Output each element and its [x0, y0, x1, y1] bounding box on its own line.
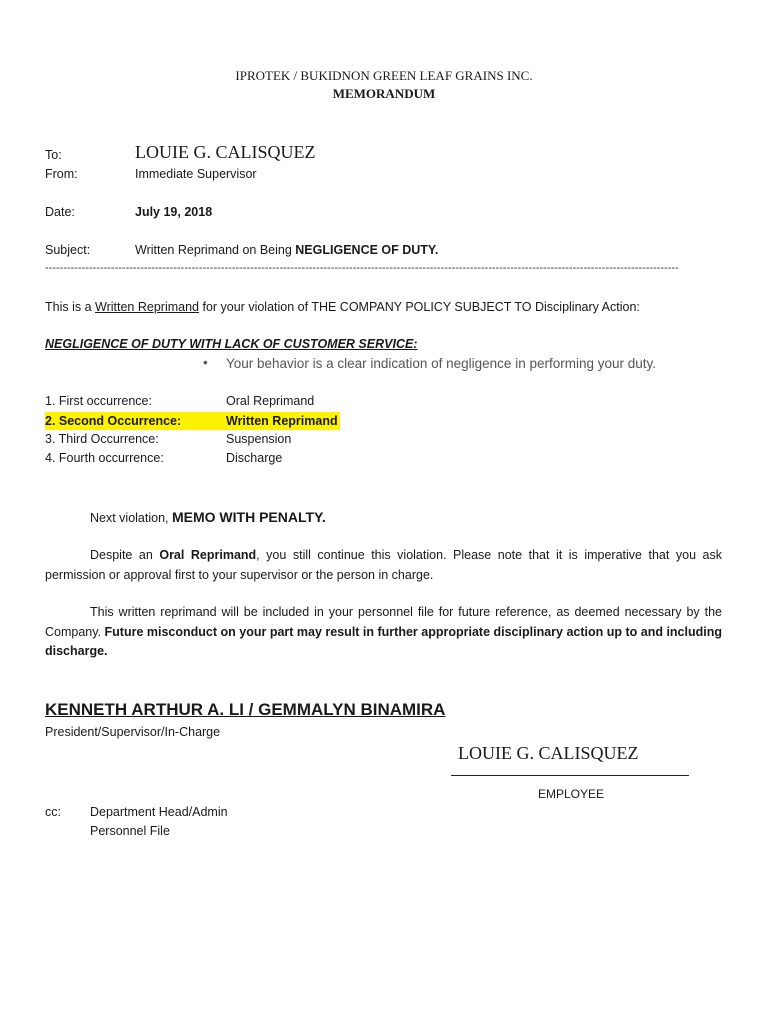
bullet-icon: • — [203, 355, 208, 370]
cc-line-1: Department Head/Admin — [90, 805, 228, 819]
occurrence-label: 1. First occurrence: — [45, 394, 152, 408]
from-value: Immediate Supervisor — [135, 167, 257, 181]
intro-underlined: Written Reprimand — [95, 300, 199, 314]
occurrence-label: 3. Third Occurrence: — [45, 432, 159, 446]
occurrence-label-highlighted: 2. Second Occurrence: — [45, 412, 226, 430]
paragraph-reprimand-file — [45, 603, 722, 662]
cc-label: cc: — [45, 805, 61, 819]
occurrence-penalty-highlighted: Written Reprimand — [226, 414, 338, 428]
employee-label: EMPLOYEE — [538, 787, 605, 801]
to-value: LOUIE G. CALISQUEZ — [135, 142, 316, 162]
next-violation — [90, 509, 326, 525]
subject-value — [135, 243, 438, 257]
para1-bold: Oral Reprimand — [159, 548, 257, 562]
from-label: From: — [45, 167, 78, 181]
dashed-separator: ----------------------------------------------------------------------------------------------------------------------------------------------------------------------------- — [45, 262, 679, 274]
company-name: IPROTEK / BUKIDNON GREEN LEAF GRAINS INC. — [235, 68, 533, 83]
subject-label: Subject: — [45, 243, 91, 257]
signature-line — [451, 775, 689, 776]
next-violation-bold: MEMO WITH PENALTY. — [171, 509, 326, 525]
para1-prefix: Despite an — [90, 548, 160, 562]
occurrence-label: 4. Fourth occurrence: — [45, 451, 164, 465]
document-type: MEMORANDUM — [332, 86, 436, 101]
employee-name: LOUIE G. CALISQUEZ — [458, 743, 639, 763]
subject-bold: NEGLIGENCE OF DUTY. — [295, 243, 439, 257]
intro-line — [45, 300, 640, 314]
date-label: Date: — [45, 205, 75, 219]
paragraph-despite — [45, 546, 722, 585]
subject-prefix: Written Reprimand on Being — [135, 243, 296, 257]
next-violation-prefix: Next violation, — [90, 511, 172, 525]
signatory-name: KENNETH ARTHUR A. LI / GEMMALYN BINAMIRA — [45, 700, 446, 719]
occurrence-penalty: Discharge — [226, 451, 283, 465]
date-value: July 19, 2018 — [135, 205, 213, 219]
intro-prefix: This is a — [45, 300, 96, 314]
violation-bullet-text: Your behavior is a clear indication of negligence in performing your duty. — [226, 356, 657, 371]
signatory-title: President/Supervisor/In-Charge — [45, 725, 221, 739]
to-label: To: — [45, 148, 62, 162]
para2-bold: Future misconduct on your part may result in further appropriate disciplinary action up to and including discharge. — [45, 624, 723, 658]
para1-suffix: , you still continue this violation. Please note that it is imperative that you ask permission or approval first to your supervisor or the person in charge. — [45, 548, 723, 582]
occurrence-penalty: Oral Reprimand — [226, 394, 315, 408]
violation-heading: NEGLIGENCE OF DUTY WITH LACK OF CUSTOMER SERVICE: — [45, 337, 418, 351]
intro-suffix: for your violation of THE COMPANY POLICY SUBJECT TO Disciplinary Action: — [199, 300, 640, 314]
occurrence-penalty: Suspension — [226, 432, 292, 446]
para2-normal: This written reprimand will be included in your personnel file for future reference, as deemed necessary by the Company. — [45, 605, 722, 639]
cc-line-2: Personnel File — [90, 824, 170, 838]
